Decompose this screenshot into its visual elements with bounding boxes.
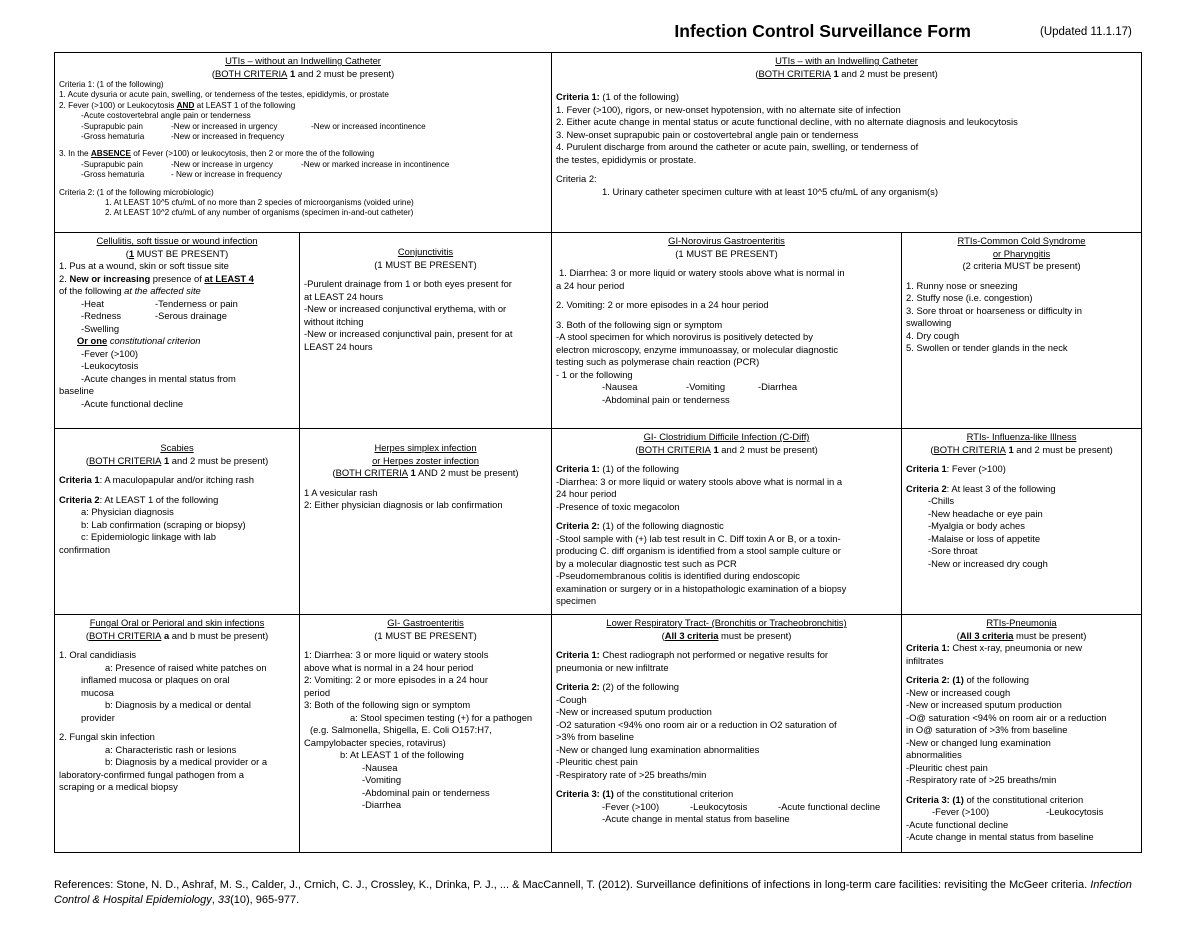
criteria-line: provider: [81, 711, 115, 723]
criteria-line: of the following at the affected site: [59, 285, 201, 296]
criteria-line: 3. New-onset suprapubic pain or costovertebral angle pain or tenderness: [556, 128, 859, 140]
updated-date: (Updated 11.1.17): [1040, 26, 1132, 38]
criteria-line: 3. Sore throat or hoarseness or difficulty in: [906, 304, 1082, 316]
criteria-line: LEAST 24 hours: [304, 340, 373, 352]
criteria-line: -Malaise or loss of appetite: [928, 532, 1041, 544]
criteria-line: b: At LEAST 1 of the following: [340, 749, 464, 760]
criteria-line: abnormalities: [906, 749, 962, 760]
section-subheading: (1 MUST BE PRESENT): [125, 247, 229, 259]
section-heading: Lower Respiratory Tract- (Bronchitis or Tracheobronchitis): [606, 617, 847, 628]
criteria-label: Criteria 1: (1 of the following): [59, 80, 164, 89]
criteria-line: -New or increased dry cough: [928, 557, 1048, 569]
cdiff-cell: [552, 429, 902, 615]
section-heading: Fungal Oral or Perioral and skin infections: [89, 617, 265, 628]
influenza-cell: [902, 429, 1142, 615]
criteria-line: -Suprapubic pain -New or increase in urgency -New or marked increase in incontinence: [81, 159, 450, 169]
section-subheading: (All 3 criteria must be present): [661, 629, 792, 641]
criteria-line: -Acute functional decline: [906, 818, 1009, 830]
conjunctivitis-cell: [300, 233, 552, 429]
criteria-line: 1. Pus at a wound, skin or soft tissue site: [59, 260, 229, 271]
criteria-line: -Acute changes in mental status from: [81, 372, 236, 384]
section-subheading: (1 MUST BE PRESENT): [374, 629, 477, 641]
section-subheading: (BOTH CRITERIA 1 and 2 must be present): [755, 67, 938, 79]
criteria-line: a: Presence of raised white patches on: [105, 661, 267, 673]
section-subheading: (BOTH CRITERIA 1 and 2 must be present): [85, 454, 269, 466]
criteria-line: -Pleuritic chest pain: [906, 761, 988, 773]
criteria-line: 24 hour period: [556, 488, 617, 499]
criteria-line: -New or increased sputum production: [556, 706, 712, 717]
criteria-label: Criteria 1: Chest radiograph not performed or negative results for: [556, 649, 829, 660]
lower-respiratory-cell: [552, 615, 902, 853]
criteria-line: -Diarrhea: 3 or more liquid or watery stools above what is normal in a: [556, 475, 843, 487]
criteria-line: -Myalgia or body aches: [928, 520, 1025, 531]
criteria-line: 2. Stuffy nose (i.e. congestion): [906, 292, 1033, 303]
criteria-line: by a molecular diagnostic test such as PCR: [556, 557, 737, 569]
criteria-label: Criteria 2: At least 3 of the following: [906, 482, 1056, 494]
criteria-line: 2: Either physician diagnosis or lab confirmation: [304, 499, 503, 510]
criteria-line: (e.g. Salmonella, Shigella, E. Coli O157:H7,: [310, 724, 492, 735]
criteria-line: above what is normal in a 24 hour period: [304, 661, 474, 673]
criteria-label: Criteria 1: Chest x-ray, pneumonia or new: [906, 642, 1082, 653]
section-heading: or Pharyngitis: [992, 247, 1051, 259]
section-heading: GI- Clostridium Difficile Infection (C-Diff): [643, 431, 810, 442]
criteria-line: -A stool specimen for which norovirus is positively detected by: [556, 331, 813, 342]
criteria-line: 4. Dry cough: [906, 329, 960, 341]
criteria-label: Criteria 2: (1) of the following: [906, 674, 1030, 685]
criteria-line: -Acute costovertebral angle pain or tenderness: [81, 111, 251, 121]
criteria-label: Criteria 1: A maculopapular and/or itching rash: [59, 474, 254, 485]
section-subheading: (1 MUST BE PRESENT): [374, 258, 477, 270]
criteria-line: a: Physician diagnosis: [81, 506, 174, 517]
criteria-line: -New or changed lung examination abnormalities: [556, 743, 760, 755]
section-heading: UTIs – without an Indwelling Catheter: [225, 55, 381, 66]
form-title-text: Infection Control Surveillance Form: [674, 21, 971, 41]
criteria-line: 1. Acute dysuria or acute pain, swelling, or tenderness of the testes, epididymis, or prostate: [59, 90, 389, 100]
uti-with-catheter-cell: [552, 53, 1142, 233]
criteria-line: b: Diagnosis by a medical or dental: [105, 699, 251, 710]
criteria-line: -Pseudomembranous colitis is identified during endoscopic: [556, 570, 800, 581]
criteria-label: Criteria 2:: [556, 173, 597, 184]
herpes-cell: [300, 429, 552, 615]
criteria-line: -Cough: [556, 693, 587, 705]
criteria-line: -Abdominal pain or tenderness: [362, 786, 490, 798]
section-subheading: (2 criteria MUST be present): [962, 260, 1081, 271]
section-heading: UTIs – with an Indwelling Catheter: [775, 55, 918, 66]
criteria-line: >3% from baseline: [556, 731, 634, 742]
criteria-label: Criteria 1: (1 of the following): [556, 91, 680, 102]
criteria-label: Criteria 2: (1) of the following diagnostic: [556, 520, 724, 531]
cellulitis-cell: [55, 233, 300, 429]
norovirus-cell: [552, 233, 902, 429]
section-heading: RTIs-Common Cold Syndrome: [957, 235, 1086, 246]
criteria-line: Campylobacter species, rotavirus): [304, 736, 446, 748]
criteria-line: 1. Runny nose or sneezing: [906, 279, 1018, 291]
section-heading: Herpes simplex infection: [374, 442, 477, 453]
criteria-line: -O@ saturation <94% on room air or a reduction: [906, 711, 1107, 723]
section-subheading: (All 3 criteria must be present): [956, 629, 1087, 641]
criteria-line: electron microscopy, enzyme immunoassay, or molecular diagnostic: [556, 343, 839, 355]
criteria-line: -Acute change in mental status from baseline: [906, 831, 1094, 842]
criteria-line: laboratory-confirmed fungal pathogen from a: [59, 768, 245, 780]
criteria-line: at LEAST 24 hours: [304, 290, 384, 302]
criteria-line: -Stool sample with (+) lab test result in C. Diff toxin A or B, or a toxin-: [556, 532, 841, 544]
criteria-line: baseline: [59, 385, 94, 396]
criteria-line: 2. At LEAST 10^2 cfu/mL of any number of organisms (specimen in-and-out catheter): [105, 208, 414, 218]
criteria-line: examination or surgery or in a histopathologic examination of a biopsy: [556, 582, 847, 594]
criteria-line: -Sore throat: [928, 545, 978, 556]
criteria-label: Criteria 2: (1 of the following microbiologic): [59, 187, 214, 197]
criteria-line: -Vomiting: [362, 774, 402, 785]
criteria-line: -Respiratory rate of >25 breaths/min: [556, 768, 707, 780]
criteria-label: Criteria 1: Fever (>100): [906, 463, 1006, 474]
criteria-line: 2. Either acute change in mental status or acute functional decline, with no alternate diagnosis and leukocytosis: [556, 116, 1018, 127]
common-cold-cell: [902, 233, 1142, 429]
criteria-line: scraping or a medical biopsy: [59, 781, 178, 792]
section-subheading: (BOTH CRITERIA a and b must be present): [85, 629, 269, 641]
criteria-line: b: Lab confirmation (scraping or biopsy): [81, 518, 246, 530]
criteria-label: Criteria 3: (1) of the constitutional criterion: [556, 788, 734, 799]
criteria-line: a: Characteristic rash or lesions: [105, 743, 237, 755]
criteria-line: -Chills: [928, 495, 955, 506]
scabies-cell: [55, 429, 300, 615]
criteria-line: -Fever (>100): [81, 347, 139, 359]
criteria-line: -Purulent drainage from 1 or both eyes present for: [304, 278, 512, 289]
section-heading: GI- Gastroenteritis: [387, 617, 464, 628]
fungal-cell: [55, 615, 300, 853]
criteria-line: infiltrates: [906, 654, 944, 666]
criteria-line: -Acute functional decline: [81, 397, 184, 409]
criteria-line: -Swelling: [81, 322, 120, 334]
criteria-line: -Heat -Tenderness or pain: [81, 297, 238, 309]
criteria-line: - 1 or the following: [556, 368, 633, 380]
criteria-line: -Acute change in mental status from baseline: [602, 813, 790, 824]
section-heading: Conjunctivitis: [397, 246, 454, 257]
criteria-line: -Leukocytosis: [81, 360, 139, 371]
criteria-line: 3: Both of the following sign or symptom: [304, 699, 471, 710]
criteria-line: 2: Vomiting: 2 or more episodes in a 24 hour: [304, 674, 488, 685]
criteria-line: -Nausea: [362, 761, 398, 773]
criteria-line: a 24 hour period: [556, 279, 625, 291]
section-heading: GI-Norovirus Gastroenteritis: [668, 235, 785, 246]
criteria-label: Criteria 1: (1) of the following: [556, 463, 680, 474]
criteria-line: a: Stool specimen testing (+) for a pathogen: [350, 711, 533, 723]
criteria-line: pneumonia or new infiltrate: [556, 661, 669, 673]
criteria-line: 4. Purulent discharge from around the catheter or acute pain, swelling, or tenderness of: [556, 141, 919, 152]
criteria-line: 3. In the ABSENCE of Fever (>100) or leukocytosis, then 2 or more the of the following: [59, 149, 375, 159]
criteria-line: 1. Fever (>100), rigors, or new-onset hypotension, with no alternate site of infection: [556, 103, 901, 115]
section-heading: Cellulitis, soft tissue or wound infection: [96, 235, 258, 246]
criteria-line: -Respiratory rate of >25 breaths/min: [906, 774, 1057, 785]
form-title: [0, 21, 1026, 42]
criteria-line: -Suprapubic pain -New or increased in urgency -New or increased incontinence: [81, 121, 426, 131]
criteria-line: swallowing: [906, 317, 952, 328]
criteria-line: -Gross hematuria - New or increase in frequency: [81, 170, 283, 180]
criteria-label: Criteria 3: (1) of the constitutional criterion: [906, 793, 1084, 805]
criteria-line: -Abdominal pain or tenderness: [602, 393, 730, 405]
criteria-line: 2. New or increasing presence of at LEAST 4: [59, 272, 254, 284]
criteria-line: -Gross hematuria -New or increased in frequency: [81, 132, 285, 142]
criteria-line: -New headache or eye pain: [928, 507, 1043, 519]
criteria-line: the testes, epididymis or prostate.: [556, 153, 697, 165]
references: References: Stone, N. D., Ashraf, M. S., Calder, J., Crnich, C. J., Crossley, K., Drinka, P. J., ... & MacCannell, T. (2012). Surveillance definitions of infections in long-term care facilities: revisiting the McGeer criteria. Infection Control & Hospital Epidemiology, 33(10), 965-977.: [54, 879, 1132, 906]
criteria-line: 1 A vesicular rash: [304, 486, 378, 498]
criteria-line: 1. Urinary catheter specimen culture with at least 10^5 cfu/mL of any organism(s): [602, 185, 938, 197]
criteria-line: 2. Fever (>100) or Leukocytosis AND at LEAST 1 of the following: [59, 100, 296, 110]
section-heading: or Herpes zoster infection: [372, 454, 479, 466]
criteria-line: inflamed mucosa or plaques on oral: [81, 674, 230, 685]
criteria-line: -Pleuritic chest pain: [556, 756, 638, 767]
criteria-line: c: Epidemiologic linkage with lab: [81, 531, 216, 542]
criteria-line: -New or increased conjunctival pain, present for at: [304, 328, 513, 339]
criteria-line: 2. Fungal skin infection: [59, 731, 155, 742]
criteria-line: 3. Both of the following sign or symptom: [556, 318, 723, 330]
criteria-line: -New or increased conjunctival erythema, with or: [304, 303, 507, 314]
criteria-line: producing C. diff organism is identified from a stool sample culture or: [556, 545, 841, 556]
criteria-line: specimen: [556, 595, 597, 606]
criteria-line: -Fever (>100) -Leukocytosis: [932, 806, 1104, 817]
criteria-line: mucosa: [81, 686, 114, 698]
criteria-line: 2. Vomiting: 2 or more episodes in a 24 hour period: [556, 299, 769, 310]
criteria-line: b: Diagnosis by a medical provider or a: [105, 756, 268, 767]
criteria-line: testing such as polymerase chain reaction (PCR): [556, 356, 760, 367]
criteria-line: 1. Diarrhea: 3 or more liquid or watery stools above what is normal in: [559, 267, 845, 278]
section-subheading: (BOTH CRITERIA 1 and 2 must be present): [635, 443, 818, 455]
section-subheading: (BOTH CRITERIA 1 and 2 must be present): [930, 443, 1113, 455]
section-subheading: (BOTH CRITERIA 1 and 2 must be present): [211, 67, 395, 79]
section-heading: RTIs-Pneumonia: [986, 617, 1057, 628]
gastroenteritis-cell: [300, 615, 552, 853]
criteria-line: Or one constitutional criterion: [77, 335, 201, 346]
criteria-line: -New or increased sputum production: [906, 699, 1062, 710]
criteria-line: -Diarrhea: [362, 799, 402, 810]
criteria-line: in O@ saturation of >3% from baseline: [906, 724, 1068, 735]
criteria-label: Criteria 2: At LEAST 1 of the following: [59, 493, 219, 505]
criteria-line: -New or increased cough: [906, 686, 1011, 698]
criteria-label: Criteria 2: (2) of the following: [556, 681, 680, 692]
section-subheading: (1 MUST BE PRESENT): [675, 247, 778, 259]
criteria-line: 1: Diarrhea: 3 or more liquid or watery stools: [304, 649, 489, 660]
criteria-line: -O2 saturation <94% ono room air or a reduction in O2 saturation of: [556, 718, 837, 730]
section-heading: Scabies: [160, 442, 194, 453]
criteria-line: without itching: [304, 315, 364, 327]
criteria-line: 5. Swollen or tender glands in the neck: [906, 342, 1068, 353]
criteria-line: -Nausea -Vomiting -Diarrhea: [602, 381, 798, 392]
criteria-line: 1. At LEAST 10^5 cfu/mL of no more than 2 species of microorganisms (voided urine): [105, 198, 414, 208]
section-subheading: (BOTH CRITERIA 1 AND 2 must be present): [332, 467, 519, 478]
criteria-line: -New or changed lung examination: [906, 736, 1051, 748]
criteria-line: -Redness -Serous drainage: [81, 310, 227, 321]
criteria-line: -Presence of toxic megacolon: [556, 500, 680, 512]
criteria-line: -Fever (>100) -Leukocytosis -Acute functional decline: [602, 800, 881, 812]
uti-without-catheter-cell: [55, 53, 552, 233]
criteria-line: period: [304, 686, 331, 698]
section-heading: RTIs- Influenza-like Illness: [966, 431, 1077, 442]
pneumonia-cell: [902, 615, 1142, 853]
criteria-line: 1. Oral candidiasis: [59, 649, 137, 660]
criteria-grid: [54, 52, 1142, 853]
criteria-line: confirmation: [59, 543, 111, 555]
